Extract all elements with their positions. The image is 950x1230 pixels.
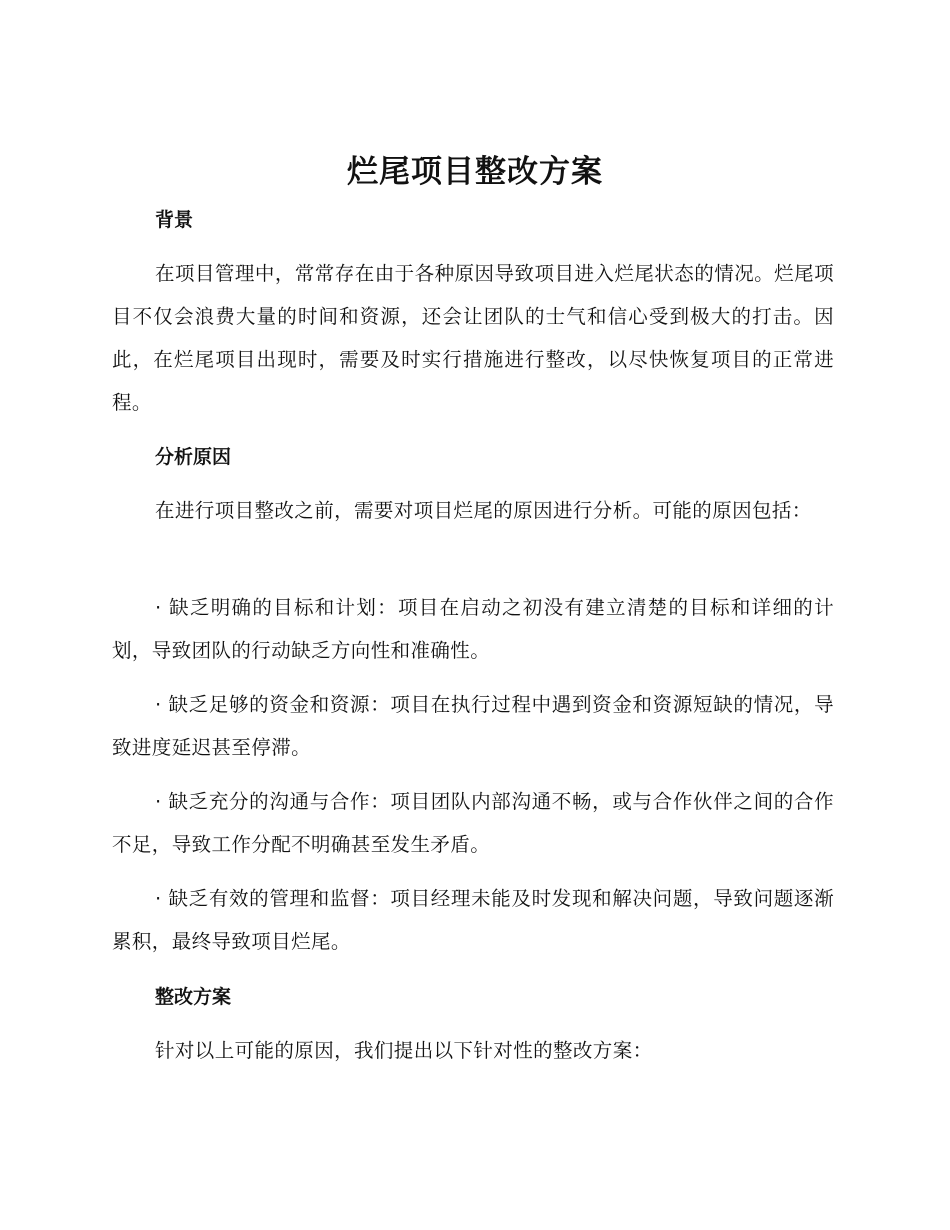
paragraph-plan-intro: 针对以上可能的原因，我们提出以下针对性的整改方案： bbox=[155, 1039, 653, 1062]
list-item-cause-goals: · 缺乏明确的目标和计划：项目在启动之初没有建立清楚的目标和详细的计划，导致团队的行动缺乏方向性和准确性。 bbox=[112, 596, 834, 662]
section-heading-rectification-plan: 整改方案 bbox=[155, 986, 232, 1008]
list-item-cause-funding: · 缺乏足够的资金和资源：项目在执行过程中遇到资金和资源短缺的情况，导致进度延迟甚至停滞。 bbox=[112, 693, 834, 759]
section-heading-cause-analysis: 分析原因 bbox=[155, 446, 232, 468]
list-item-cause-management: · 缺乏有效的管理和监督：项目经理未能及时发现和解决问题，导致问题逐渐累积，最终导致项目烂尾。 bbox=[112, 887, 834, 953]
section-heading-background: 背景 bbox=[155, 209, 194, 231]
paragraph-background: 在项目管理中，常常存在由于各种原因导致项目进入烂尾状态的情况。烂尾项目不仅会浪费大量的时间和资源，还会让团队的士气和信心受到极大的打击。因此，在烂尾项目出现时，需要及时实行措施进行整改，以尽快恢复项目的正常进程。 bbox=[112, 262, 834, 414]
paragraph-cause-intro: 在进行项目整改之前，需要对项目烂尾的原因进行分析。可能的原因包括： bbox=[155, 499, 812, 522]
list-item-cause-communication: · 缺乏充分的沟通与合作：项目团队内部沟通不畅，或与合作伙伴之间的合作不足，导致工作分配不明确甚至发生矛盾。 bbox=[112, 790, 834, 856]
document-title: 烂尾项目整改方案 bbox=[347, 154, 603, 190]
